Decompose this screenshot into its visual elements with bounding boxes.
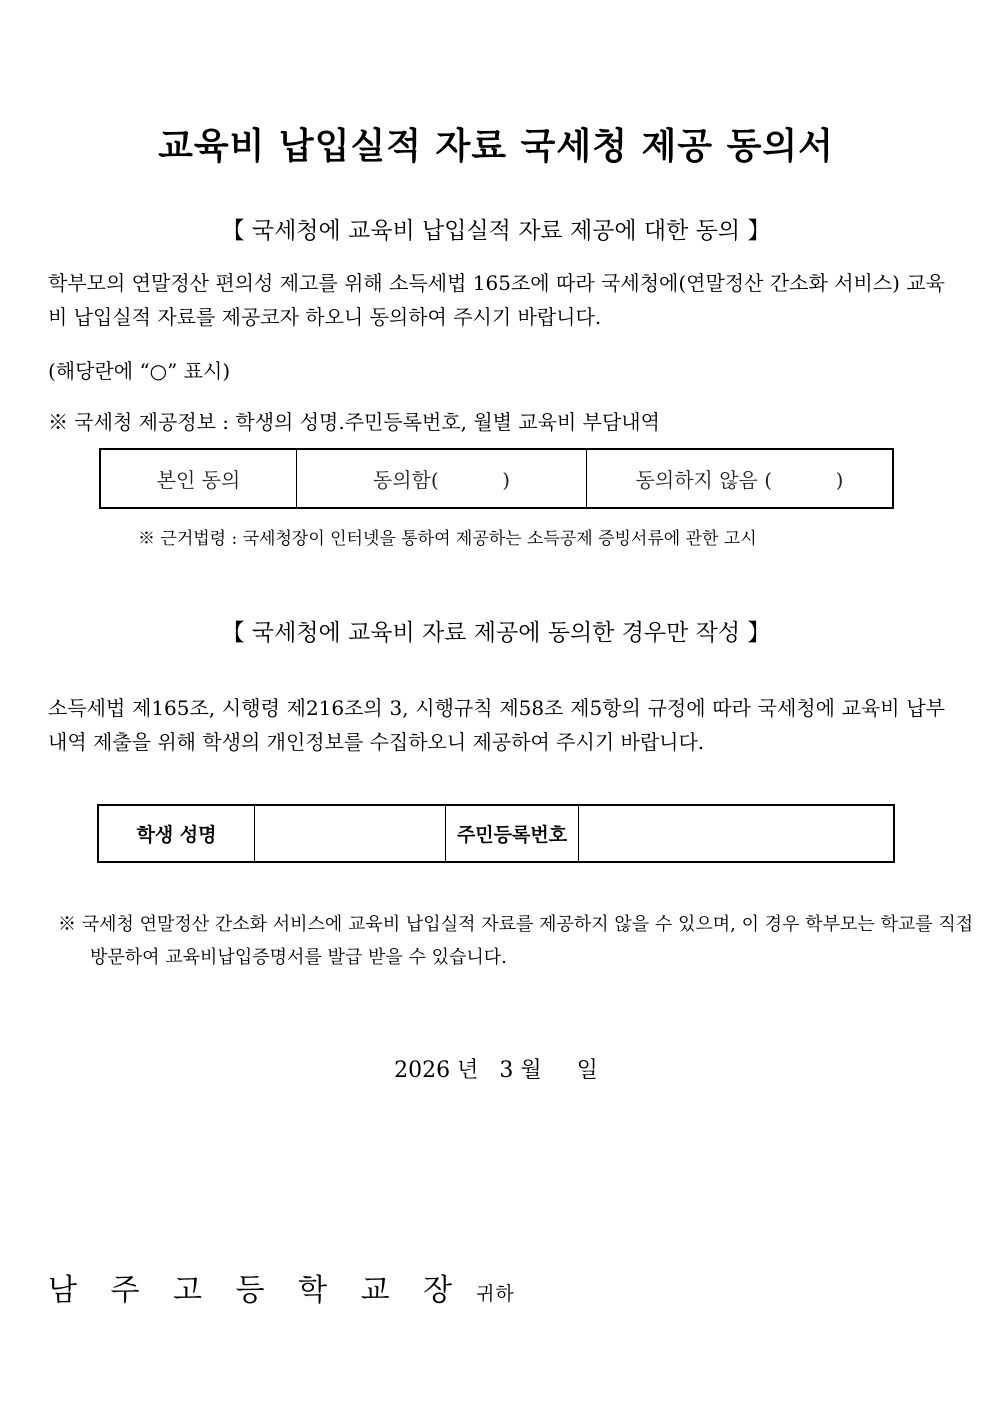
student-info-table bbox=[97, 804, 895, 863]
student-name-field[interactable] bbox=[255, 805, 446, 862]
recipient-name: 남 주 고 등 학 교 장 bbox=[48, 1273, 465, 1308]
section1-heading: 【 국세청에 교육비 납입실적 자료 제공에 대한 동의 】 bbox=[221, 218, 771, 244]
info-line: ※ 국세청 제공정보 : 학생의 성명.주민등록번호, 월별 교육비 부담내역 bbox=[48, 410, 660, 434]
section2-note: ※ 국세청 연말정산 간소화 서비스에 교육비 납입실적 자료를 제공하지 않을 수 있으며, 이 경우 학부모는 학교를 직접 방문하여 교육비납입증명서를 발급 받을 수 있습니다. bbox=[58, 914, 974, 968]
section2-heading: 【 국세청에 교육비 자료 제공에 동의한 경우만 작성 】 bbox=[221, 620, 771, 646]
consent-table bbox=[99, 448, 894, 509]
recipient-line bbox=[48, 1265, 515, 1309]
legal-note: ※ 근거법령 : 국세청장이 인터넷을 통하여 제공하는 소득공제 증빙서류에 관한 고시 bbox=[138, 529, 757, 549]
mark-instruction: (해당란에 “○” 표시) bbox=[48, 359, 231, 383]
section2-paragraph: 소득세법 제165조, 시행령 제216조의 3, 시행규칙 제58조 제5항의 규정에 따라 국세청에 교육비 납부내역 제출을 위해 학생의 개인정보를 수집하오니 제공하여 주시기 바랍니다. bbox=[48, 696, 945, 754]
resident-number-field[interactable] bbox=[579, 805, 895, 862]
student-name-label: 학생 성명 bbox=[98, 805, 255, 862]
date-line: 2026 년 3 월 일 bbox=[394, 1058, 598, 1083]
agree-cell[interactable]: 동의함( ) bbox=[297, 449, 587, 508]
recipient-suffix: 귀하 bbox=[476, 1283, 515, 1305]
consent-label: 본인 동의 bbox=[100, 449, 297, 508]
disagree-cell[interactable]: 동의하지 않음 ( ) bbox=[587, 449, 894, 508]
section1-paragraph: 학부모의 연말정산 편의성 제고를 위해 소득세법 165조에 따라 국세청에(연말정산 간소화 서비스) 교육비 납입실적 자료를 제공코자 하오니 동의하여 주시기 바랍니다. bbox=[48, 271, 945, 329]
resident-number-label: 주민등록번호 bbox=[446, 805, 579, 862]
document-title: 교육비 납입실적 자료 국세청 제공 동의서 bbox=[158, 126, 834, 167]
